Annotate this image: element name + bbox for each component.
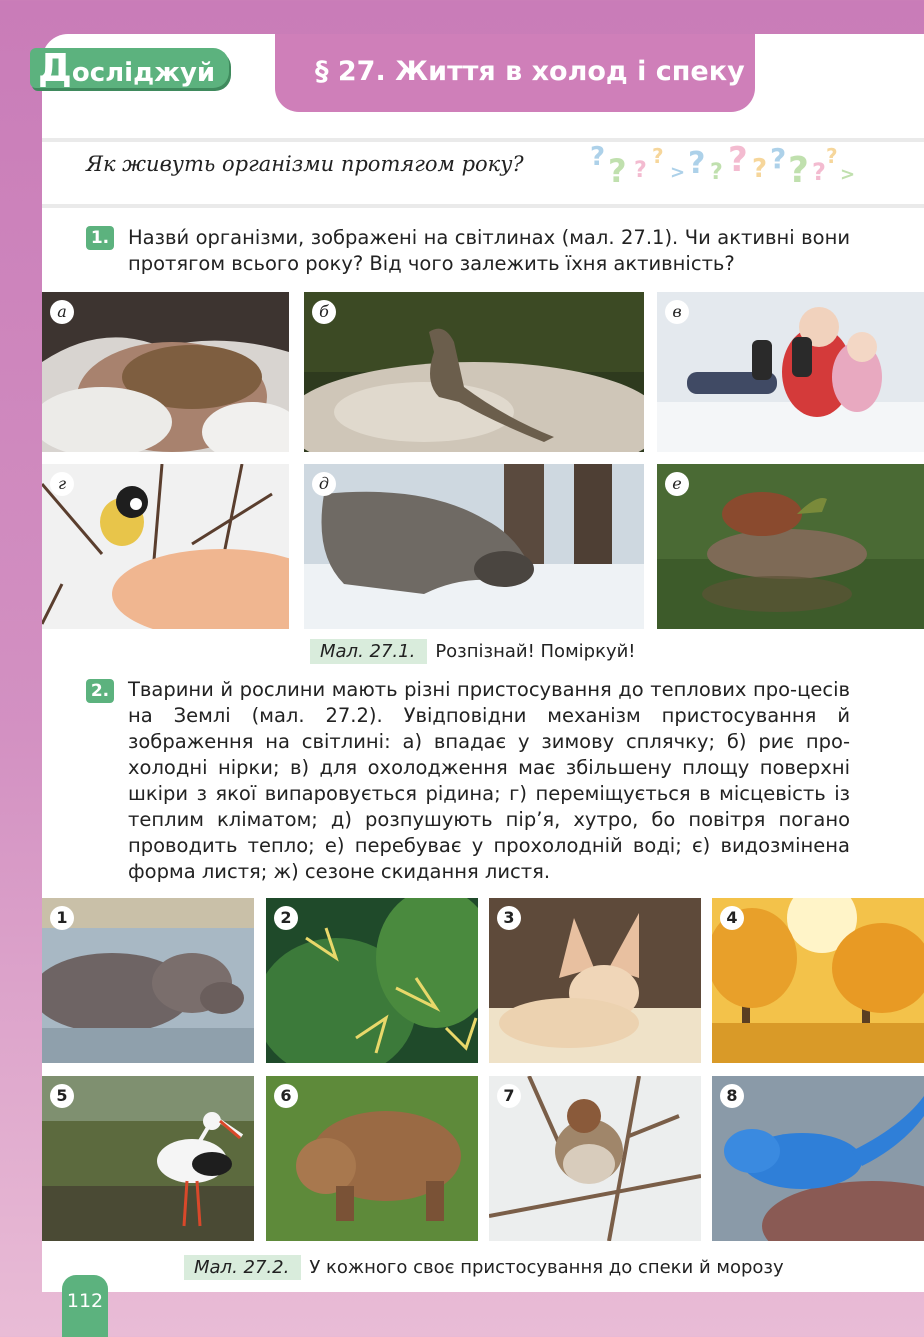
photo-autumn-forest xyxy=(712,898,924,1063)
photo-label: 4 xyxy=(720,906,744,930)
photo-label: 2 xyxy=(274,906,298,930)
caption-tag: Мал. 27.1. xyxy=(310,639,427,664)
task-1-text: Назви́ організми, зображені на світлинах (мал. 27.1). Чи активні вони протягом всього року? Від чого залежить їхня активність? xyxy=(128,226,850,275)
question-text: Як живуть організми протягом року? xyxy=(86,152,524,176)
photo-label: г xyxy=(50,472,74,496)
photo-label: 6 xyxy=(274,1084,298,1108)
photo-frog-in-snow xyxy=(42,292,289,452)
photo-cactus xyxy=(266,898,478,1063)
photo-bear xyxy=(266,1076,478,1241)
caption-text: У кожного своє пристосування до спеки й морозу xyxy=(309,1257,784,1278)
photo-label: б xyxy=(312,300,336,324)
photo-tit-on-hand xyxy=(42,464,289,629)
photo-label: 3 xyxy=(497,906,521,930)
page-number: 112 xyxy=(62,1275,108,1337)
figure-27-2-caption xyxy=(184,1257,784,1278)
photo-label: 5 xyxy=(50,1084,74,1108)
photo-storks xyxy=(42,1076,254,1241)
page-title: § 27. Життя в холод і спеку xyxy=(315,56,745,87)
photo-sparrow xyxy=(489,1076,701,1241)
photo-lizard-on-rock xyxy=(304,292,644,452)
explore-badge xyxy=(30,48,229,88)
figure-27-1-caption xyxy=(310,641,636,662)
photo-children-sledding xyxy=(657,292,924,452)
caption-tag: Мал. 27.2. xyxy=(184,1255,301,1280)
photo-wolf-in-snow xyxy=(304,464,644,629)
photo-label: а xyxy=(50,300,74,324)
photo-fennec-fox xyxy=(489,898,701,1063)
photo-hippopotamus xyxy=(42,898,254,1063)
photo-label: в xyxy=(665,300,689,324)
task-2-text: Тварини й рослини мають різні пристосування до теплових про-цесів на Землі (мал. 27.2). Увідповідни механізм пристосування й зображення на світлині: а) впадає у зимову сплячку; б) риє про-холодні нірки; в) для охолодження має збільшену площу поверхні шкіри з якої випаровується рідина; г) переміщується в місцевість із теплим кліматом; д) розпушують пір’я, хутро, бо повітря погано проводить тепло; е) перебуває у прохолодній воді; є) видозмінена форма листя; ж) сезоне скидання листя. xyxy=(128,678,850,883)
photo-label: 8 xyxy=(720,1084,744,1108)
task-1-number: 1. xyxy=(86,226,114,250)
photo-label: 1 xyxy=(50,906,74,930)
photo-label: 7 xyxy=(497,1084,521,1108)
photo-label: д xyxy=(312,472,336,496)
explore-badge-text: осліджуй xyxy=(71,58,216,88)
explore-badge-initial: Д xyxy=(38,46,72,90)
caption-text: Розпізнай! Поміркуй! xyxy=(435,641,636,662)
task-2-number: 2. xyxy=(86,679,114,703)
photo-blue-lizard xyxy=(712,1076,924,1241)
photo-label: е xyxy=(665,472,689,496)
header-right-panel xyxy=(755,34,924,112)
photo-turtle-on-stone xyxy=(657,464,924,629)
question-marks-decoration: ? ? ? ? > ? ? ? ? ? ? ? ? > xyxy=(590,140,856,191)
